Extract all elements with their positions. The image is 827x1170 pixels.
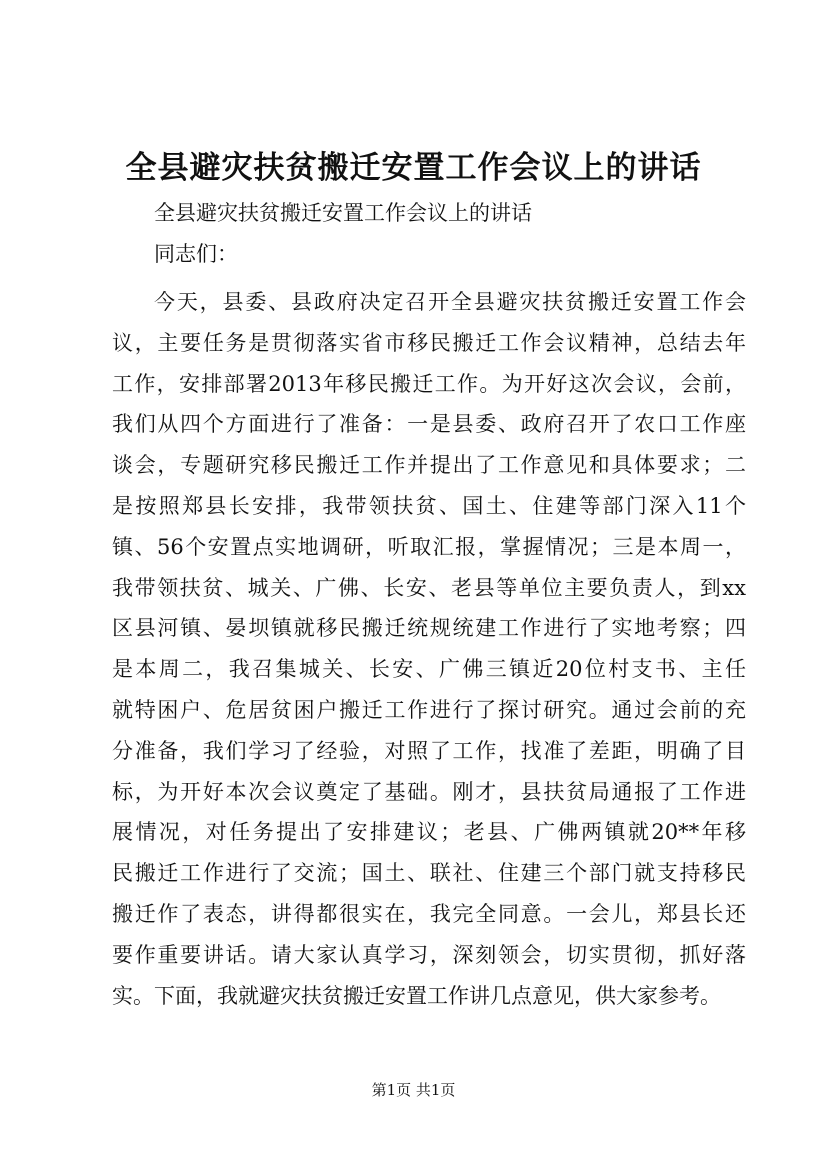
body-line: 分准备，我们学习了经验，对照了工作，找准了差距，明确了目 [112, 738, 746, 763]
body-line: 展情况，对任务提出了安排建议；老县、广佛两镇就20**年移 [112, 820, 746, 845]
body-line: 实。下面，我就避灾扶贫搬迁安置工作讲几点意见，供大家参考。 [112, 983, 721, 1008]
body-line: 谈会，专题研究移民搬迁工作并提出了工作意见和具体要求；二 [112, 453, 746, 478]
body-line: 今天，县委、县政府决定召开全县避灾扶贫搬迁安置工作会 [154, 290, 746, 314]
body-line: 搬迁作了表态，讲得都很实在，我完全同意。一会儿，郑县长还 [112, 901, 746, 926]
body-line: 标，为开好本次会议奠定了基础。刚才，县扶贫局通报了工作进 [112, 779, 746, 804]
body-line: 就特困户、危居贫困户搬迁工作进行了探讨研究。通过会前的充 [112, 697, 746, 722]
body-line: 我带领扶贫、城关、广佛、长安、老县等单位主要负责人，到xx [112, 575, 746, 600]
salutation: 同志们： [154, 242, 238, 266]
body-line: 是按照郑县长安排，我带领扶贫、国土、住建等部门深入11个 [112, 493, 746, 518]
document-title: 全县避灾扶贫搬迁安置工作会议上的讲话 [125, 150, 702, 186]
body-paragraph [112, 282, 746, 1016]
body-line: 镇、56个安置点实地调研，听取汇报，掌握情况；三是本周一， [112, 534, 746, 559]
body-line: 民搬迁工作进行了交流；国土、联社、住建三个部门就支持移民 [112, 861, 746, 886]
body-line: 区县河镇、晏坝镇就移民搬迁统规统建工作进行了实地考察；四 [112, 616, 746, 641]
body-line: 我们从四个方面进行了准备：一是县委、政府召开了农口工作座 [112, 412, 746, 437]
page-footer: 第1页 共1页 [371, 1081, 456, 1099]
body-line: 是本周二，我召集城关、长安、广佛三镇近20位村支书、主任 [112, 657, 746, 682]
body-line: 要作重要讲话。请大家认真学习，深刻领会，切实贯彻，抓好落 [112, 942, 746, 967]
document-subtitle: 全县避灾扶贫搬迁安置工作会议上的讲话 [154, 201, 532, 225]
body-line: 议，主要任务是贯彻落实省市移民搬迁工作会议精神，总结去年 [112, 330, 746, 355]
body-line: 工作，安排部署2013年移民搬迁工作。为开好这次会议，会前， [112, 371, 746, 396]
